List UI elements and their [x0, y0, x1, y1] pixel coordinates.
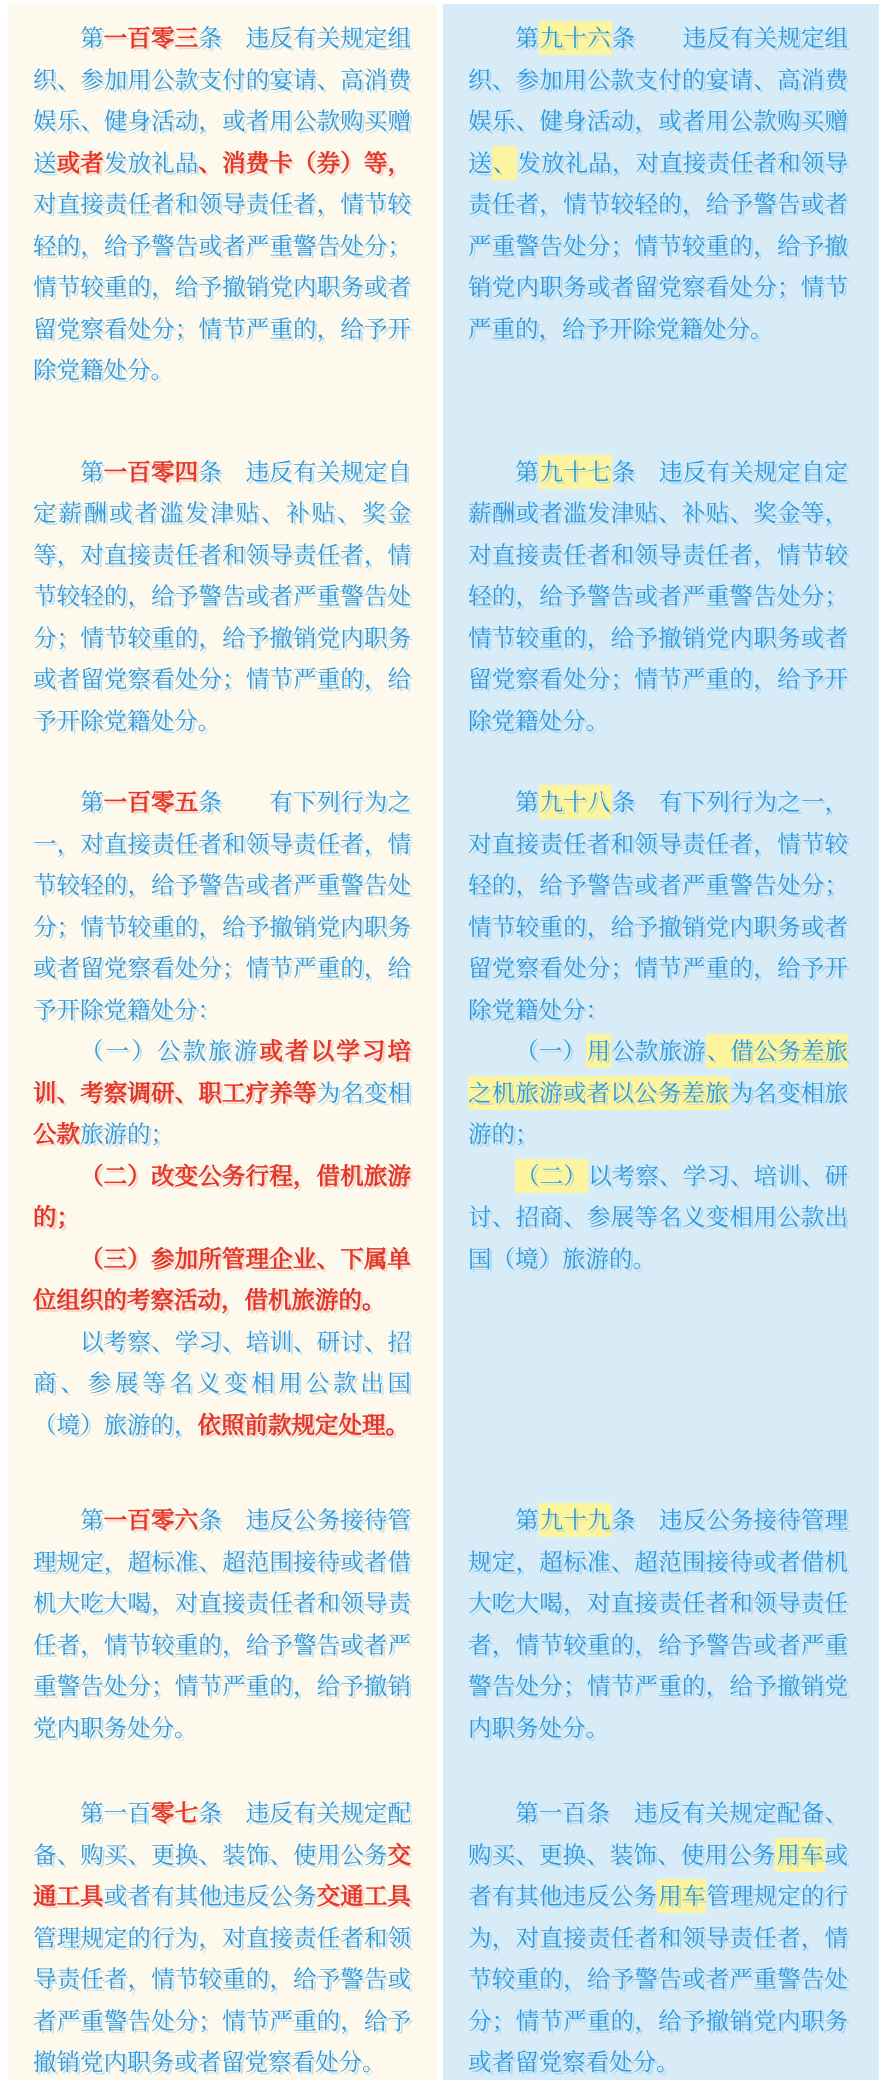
comparison-row [0, 1500, 879, 1749]
added-text-segment: 、消费卡（券）等， [198, 148, 412, 177]
base-text-segment: （一）公款旅游 [80, 1037, 260, 1065]
base-text-segment: 第 [80, 24, 104, 52]
new-version-cell [0, 452, 437, 743]
added-text-segment: 一百零四 [103, 457, 199, 486]
article-paragraph [33, 1322, 411, 1447]
base-text-segment: 条 违反公务接待管理规定，超标准、超范围接待或者借机大吃大喝，对直接责任者和领导责任者，情节较重的，给予警告或者严重警告处分；情节严重的，给予撤销党内职务处分。 [33, 1506, 412, 1742]
new-version-cell [0, 18, 437, 392]
base-text-segment: 或者有其他违反公务 [468, 1840, 849, 1910]
base-text-segment: 以考察、学习、培训、研讨、招商、参展等名义变相用公款出国（境）旅游的， [33, 1327, 411, 1439]
base-text-segment: 管理规定的行为，对直接责任者和领导责任者，情节较重的，给予警告或者严重警告处分；情节严重的，给予撤销党内职务或者留党察看处分。 [33, 1923, 411, 2076]
base-text-segment: 条 有下列行为之一，对直接责任者和领导责任者，情节较轻的，给予警告或者严重警告处分；情节较重的，给予撤销党内职务或者留党察看处分；情节严重的，给予开除党籍处分： [33, 788, 412, 1024]
highlighted-text-segment: （二） [515, 1159, 588, 1193]
old-version-cell [437, 1793, 879, 2084]
base-text-segment: 为名变相旅游的； [468, 1078, 849, 1148]
added-text-segment: 依照前款规定处理。 [197, 1410, 409, 1439]
article-paragraph [33, 1500, 411, 1749]
article-paragraph [468, 1500, 848, 1749]
old-version-cell [437, 782, 879, 1280]
base-text-segment: 对直接责任者和领导责任者，情节较轻的，给予警告或者严重警告处分；情节较重的，给予撤销党内职务或者留党察看处分；情节严重的，给予开除党籍处分。 [33, 190, 411, 384]
article-paragraph [33, 1156, 411, 1239]
new-version-cell [0, 1500, 437, 1749]
base-text-segment: 第 [515, 24, 539, 52]
base-text-segment: 条 违反有关规定组织、参加用公款支付的宴请、高消费娱乐、健身活动，或者用公款购买赠送 [468, 24, 849, 177]
base-text-segment: 条 违反有关规定自定薪酬或者滥发津贴、补贴、奖金等，对直接责任者和领导责任者，情节较轻的，给予警告或者严重警告处分；情节较重的，给予撤销党内职务或者留党察看处分；情节严重的，给予开除党籍处分。 [468, 457, 849, 735]
comparison-row [0, 452, 879, 743]
article-paragraph [468, 1156, 848, 1281]
base-text-segment: 第 [80, 788, 104, 816]
base-text-segment: 或者有其他违反公务 [103, 1882, 317, 1910]
base-text-segment: 条 违反有关规定配备、购买、更换、装饰、使用公务 [33, 1799, 412, 1869]
highlighted-text-segment: 九十六 [539, 21, 612, 55]
article-paragraph [33, 18, 411, 392]
base-text-segment: 旅游的； [80, 1120, 174, 1148]
added-text-segment: 交通工具 [33, 1840, 411, 1910]
highlighted-text-segment: 、借公务差旅之机旅游或者以公务差旅 [468, 1034, 848, 1110]
added-text-segment: 交通工具 [316, 1882, 412, 1910]
base-text-segment: 以考察、学习、培训、研讨、招商、参展等名义变相用公款出国（境）旅游的。 [468, 1161, 849, 1273]
article-paragraph [468, 1793, 848, 2084]
old-version-cell [437, 452, 879, 743]
added-text-segment: 零七 [150, 1799, 199, 1827]
base-text-segment: 管理规定的行为，对直接责任者和领导责任者，情节较重的，给予警告或者严重警告处分；情节严重的，给予撤销党内职务或者留党察看处分。 [468, 1882, 849, 2076]
base-text-segment: 条 违反公务接待管理规定，超标准、超范围接待或者借机大吃大喝，对直接责任者和领导责任者，情节较重的，给予警告或者严重警告处分；情节严重的，给予撤销党内职务处分。 [468, 1506, 849, 1742]
highlighted-text-segment: 用 [586, 1034, 612, 1068]
highlighted-text-segment: 九十七 [539, 455, 612, 489]
base-text-segment: 条 违反有关规定组织、参加用公款支付的宴请、高消费娱乐、健身活动，或者用公款购买赠送 [33, 24, 412, 177]
base-text-segment: 发放礼品，对直接责任者和领导责任者，情节较轻的，给予警告或者严重警告处分；情节较重的，给予撤销党内职务或者留党察看处分；情节严重的，给予开除党籍处分。 [468, 148, 849, 343]
base-text-segment: 第 [515, 1506, 539, 1534]
highlighted-text-segment: 用车 [657, 1879, 706, 1913]
comparison-row [0, 18, 879, 392]
base-text-segment: 第一百条 违反有关规定配备、购买、更换、装饰、使用公务 [468, 1799, 848, 1869]
article-paragraph [33, 1239, 411, 1322]
base-text-segment: 为名变相 [316, 1078, 412, 1107]
base-text-segment: 第 [515, 457, 539, 486]
article-paragraph [33, 1031, 411, 1156]
added-text-segment: 一百零三 [103, 24, 199, 52]
added-text-segment: （二）改变公务行程，借机旅游的； [33, 1161, 411, 1231]
article-paragraph [33, 1793, 411, 2084]
base-text-segment: 第 [515, 788, 539, 816]
base-text-segment: （一） [515, 1037, 586, 1065]
comparison-row [0, 782, 879, 1446]
highlighted-text-segment: 九十九 [539, 1503, 612, 1537]
added-text-segment: 或者以学习培训、考察调研、职工疗养等 [33, 1037, 411, 1107]
added-text-segment: 公款 [33, 1120, 80, 1148]
article-paragraph [468, 782, 848, 1031]
base-text-segment: 第 [80, 1506, 104, 1534]
base-text-segment: 第一百 [80, 1799, 151, 1827]
old-version-cell [437, 18, 879, 350]
highlighted-text-segment: 、 [492, 146, 518, 180]
highlighted-text-segment: 用车 [775, 1838, 824, 1872]
highlighted-text-segment: 九十八 [539, 785, 612, 819]
base-text-segment: 发放礼品 [103, 148, 199, 177]
article-paragraph [468, 1031, 848, 1156]
base-text-segment: 条 有下列行为之一，对直接责任者和领导责任者，情节较轻的，给予警告或者严重警告处分；情节较重的，给予撤销党内职务或者留党察看处分；情节严重的，给予开除党籍处分： [468, 788, 849, 1024]
added-text-segment: （三）参加所管理企业、下属单位组织的考察活动，借机旅游的。 [33, 1244, 411, 1314]
old-version-cell [437, 1500, 879, 1749]
base-text-segment: 第 [80, 457, 104, 486]
added-text-segment: 一百零六 [103, 1506, 199, 1534]
article-paragraph [33, 452, 411, 743]
comparison-row [0, 1793, 879, 2084]
new-version-cell [0, 782, 437, 1446]
base-text-segment: 公款旅游 [611, 1037, 706, 1065]
article-paragraph [468, 18, 848, 350]
new-version-cell [0, 1793, 437, 2084]
added-text-segment: 一百零五 [103, 788, 199, 816]
base-text-segment: 条 违反有关规定自定薪酬或者滥发津贴、补贴、奖金等，对直接责任者和领导责任者，情节较轻的，给予警告或者严重警告处分；情节较重的，给予撤销党内职务或者留党察看处分；情节严重的，给予开除党籍处分。 [33, 457, 412, 735]
article-paragraph [468, 452, 848, 743]
article-paragraph [33, 782, 411, 1031]
added-text-segment: 或者 [56, 148, 104, 177]
